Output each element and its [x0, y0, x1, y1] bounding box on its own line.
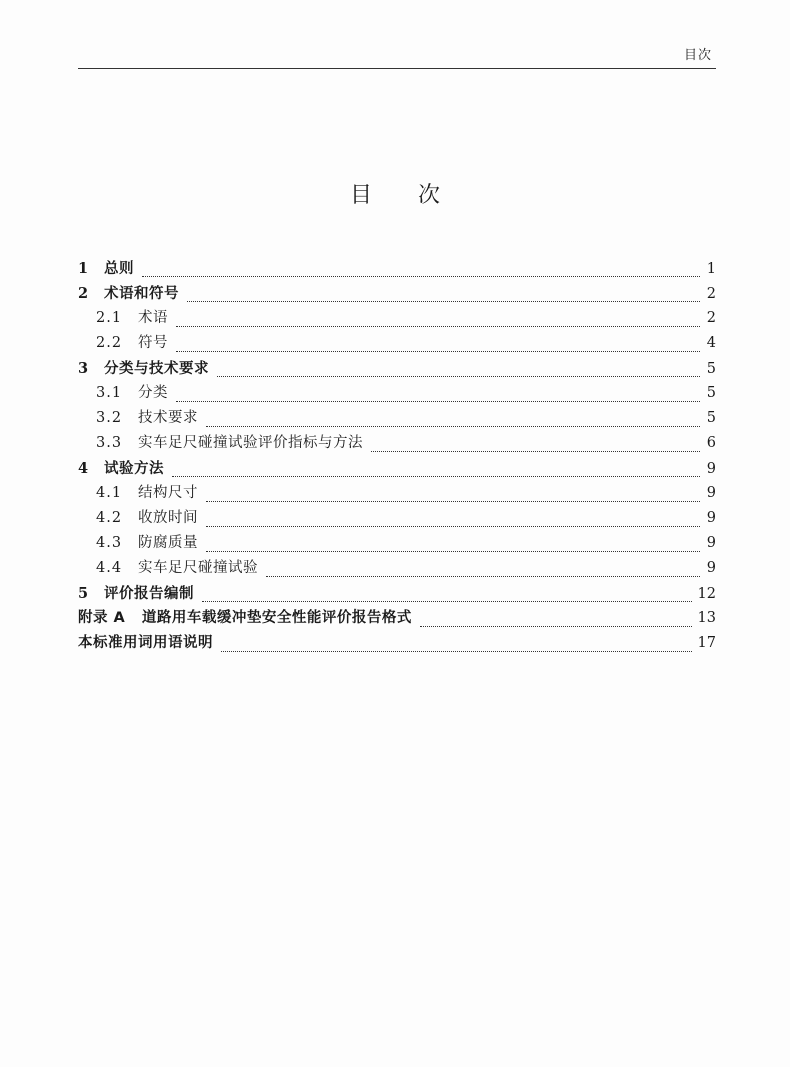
toc-entry-label: 收放时间 [138, 510, 198, 526]
toc-entry-number: 3 [78, 360, 89, 377]
toc-entry-page: 5 [706, 385, 716, 401]
toc-entry-number: 3.2 [96, 410, 123, 426]
dot-leader [217, 376, 700, 377]
toc-entry-3-3[interactable] [78, 431, 716, 456]
toc-entry-number: 5 [78, 585, 89, 602]
toc-entry-page: 9 [706, 461, 716, 477]
toc-entry-page: 9 [706, 485, 716, 501]
toc-entry-number: 1 [78, 260, 89, 277]
toc-entry-3-2[interactable] [78, 406, 716, 431]
toc-entry-label: 实车足尺碰撞试验 [138, 560, 258, 576]
toc-entry-page: 6 [706, 435, 716, 451]
toc-entry-page: 2 [706, 286, 716, 302]
toc-entry-label: 术语和符号 [104, 286, 179, 302]
toc-entry-4[interactable] [78, 456, 716, 481]
toc-entry-page: 12 [697, 586, 716, 602]
toc-entry-5[interactable] [78, 581, 716, 606]
toc-entry-label: 防腐质量 [138, 535, 198, 551]
toc-entry-page: 5 [706, 410, 716, 426]
toc-entry-page: 2 [706, 310, 716, 326]
dot-leader [371, 451, 700, 452]
toc-list [78, 256, 716, 656]
toc-entry-2[interactable] [78, 281, 716, 306]
toc-entry-3-1[interactable] [78, 381, 716, 406]
toc-entry-1[interactable] [78, 256, 716, 281]
toc-entry-number: 3.3 [96, 435, 123, 451]
toc-title-char-1: 目 [349, 183, 372, 208]
dot-leader [206, 501, 700, 502]
toc-entry-number: 4.2 [96, 510, 123, 526]
dot-leader [172, 476, 700, 477]
toc-entry-label: 分类与技术要求 [104, 361, 209, 377]
toc-entry-4-2[interactable] [78, 506, 716, 531]
running-header: 目次 [683, 48, 712, 63]
toc-entry-label: 符号 [138, 335, 168, 351]
toc-entry-page: 17 [697, 635, 716, 651]
toc-entry-page: 9 [706, 560, 716, 576]
toc-entry-4-3[interactable] [78, 531, 716, 556]
dot-leader [420, 626, 692, 627]
toc-entry-number: 2 [78, 285, 89, 302]
toc-entry-label: 实车足尺碰撞试验评价指标与方法 [138, 435, 363, 451]
dot-leader [176, 351, 700, 352]
toc-entry-number: 2.1 [96, 310, 123, 326]
toc-entry-number: 4.1 [96, 485, 123, 501]
toc-entry-page: 13 [697, 610, 716, 626]
dot-leader [206, 426, 700, 427]
toc-entry-label: 试验方法 [104, 461, 164, 477]
toc-entry-label: 本标准用词用语说明 [78, 635, 213, 651]
toc-entry-label: 附录 A 道路用车载缓冲垫安全性能评价报告格式 [78, 610, 412, 626]
dot-leader [176, 401, 700, 402]
toc-entry-label: 技术要求 [138, 410, 198, 426]
toc-entry-3[interactable] [78, 356, 716, 381]
toc-entry-number: 4.3 [96, 535, 123, 551]
dot-leader [221, 651, 692, 652]
toc-entry-page: 1 [706, 261, 716, 277]
dot-leader [142, 276, 700, 277]
toc-entry-number: 2.2 [96, 335, 123, 351]
toc-entry-label: 术语 [138, 310, 168, 326]
toc-entry-2-1[interactable] [78, 306, 716, 331]
header-rule [78, 68, 716, 69]
toc-entry-wording-explanation[interactable] [78, 631, 716, 656]
toc-entry-label: 结构尺寸 [138, 485, 198, 501]
toc-entry-page: 4 [706, 335, 716, 351]
toc-entry-4-1[interactable] [78, 481, 716, 506]
toc-entry-label: 总则 [104, 261, 134, 277]
dot-leader [206, 551, 700, 552]
toc-entry-page: 9 [706, 535, 716, 551]
toc-entry-number: 4.4 [96, 560, 123, 576]
dot-leader [266, 576, 700, 577]
dot-leader [176, 326, 700, 327]
dot-leader [187, 301, 700, 302]
toc-entry-label: 分类 [138, 385, 168, 401]
toc-entry-2-2[interactable] [78, 331, 716, 356]
toc-entry-page: 9 [706, 510, 716, 526]
dot-leader [202, 601, 692, 602]
toc-entry-4-4[interactable] [78, 556, 716, 581]
toc-entry-label: 评价报告编制 [104, 586, 194, 602]
toc-entry-number: 4 [78, 460, 89, 477]
toc-title-char-2: 次 [418, 183, 441, 208]
dot-leader [206, 526, 700, 527]
toc-entry-appendix-a[interactable] [78, 606, 716, 631]
toc-entry-number: 3.1 [96, 385, 123, 401]
toc-title [0, 178, 790, 209]
toc-entry-page: 5 [706, 361, 716, 377]
